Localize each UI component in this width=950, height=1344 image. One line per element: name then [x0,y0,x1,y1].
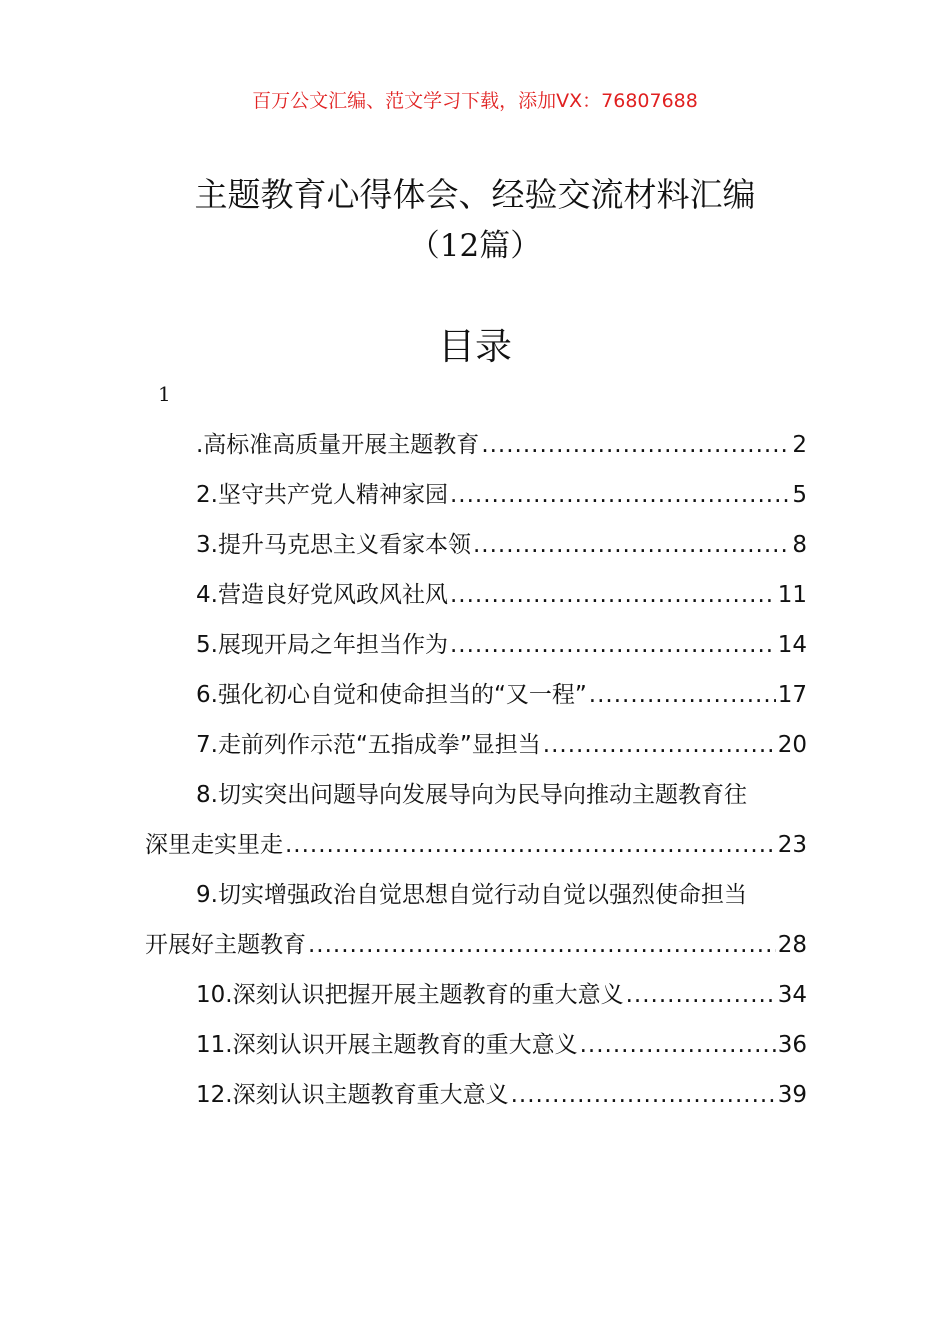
toc-leader-dots [626,970,776,1020]
toc-entry-text-continued: 深里走实里走 [145,832,283,858]
toc-entry-text: 4.营造良好党风政风社风 [196,582,448,608]
toc-entry-5[interactable] [145,620,807,670]
toc-leader-dots [580,1020,776,1070]
toc-entry-page: 17 [777,682,807,708]
toc-leader-dots [589,670,776,720]
toc-entry-2[interactable] [145,470,807,520]
toc-entry-line-2 [145,920,807,970]
toc-heading: 目录 [438,325,512,368]
toc-leader-dots [308,920,776,970]
toc-entry-6[interactable] [145,670,807,720]
toc-leader-dots [543,720,776,770]
table-of-contents [145,420,807,1120]
toc-entry-9[interactable] [145,870,807,970]
toc-entry-4[interactable] [145,570,807,620]
toc-leader-dots [285,820,776,870]
toc-entry-text: 5.展现开局之年担当作为 [196,632,448,658]
toc-entry-text: 3.提升马克思主义看家本领 [196,532,471,558]
toc-entry-page: 8 [792,532,807,558]
subtitle-unit: 篇 [479,228,511,264]
toc-entry-page: 23 [777,832,807,858]
subtitle-open-paren: （ [408,228,440,264]
subtitle-count: 12 [439,228,480,264]
toc-entry-page: 5 [792,482,807,508]
toc-entry-page: 36 [777,1032,807,1058]
toc-entry-text: 8.切实突出问题导向发展导向为民导向推动主题教育往 [196,782,747,808]
toc-entry-text: 2.坚守共产党人精神家园 [196,482,448,508]
header-watermark-note: 百万公文汇编、范文学习下载，添加VX：76807688 [252,90,698,112]
toc-leader-dots [450,570,776,620]
toc-entry-line-1 [145,870,807,920]
toc-entry-page: 28 [777,932,807,958]
toc-entry-line-1 [145,770,807,820]
toc-entry-7[interactable] [145,720,807,770]
toc-entry-line-2 [145,820,807,870]
toc-entry-text-continued: 开展好主题教育 [145,932,306,958]
toc-entry-page: 39 [777,1082,807,1108]
toc-entry-page: 20 [777,732,807,758]
toc-entry-11[interactable] [145,1020,807,1070]
toc-entry-text: 6.强化初心自觉和使命担当的“又一程” [196,682,587,708]
toc-entry-8[interactable] [145,770,807,870]
toc-entry-page: 14 [777,632,807,658]
stray-number-mark: 1 [158,382,171,406]
toc-entry-text: 7.走前列作示范“五指成拳”显担当 [196,732,541,758]
toc-entry-page: 11 [777,582,807,608]
toc-entry-text: 12.深刻认识主题教育重大意义 [196,1082,509,1108]
toc-entry-page: 34 [777,982,807,1008]
subtitle-close-paren: ） [510,228,542,264]
toc-entry-text: .高标准高质量开展主题教育 [196,432,480,458]
toc-leader-dots [450,470,790,520]
toc-entry-3[interactable] [145,520,807,570]
toc-entry-10[interactable] [145,970,807,1020]
document-subtitle [0,224,950,268]
toc-leader-dots [481,420,790,470]
toc-entry-12[interactable] [145,1070,807,1120]
document-title: 主题教育心得体会、经验交流材料汇编 [194,175,756,214]
toc-entry-page: 2 [792,432,807,458]
toc-entry-1[interactable] [145,420,807,470]
toc-entry-text: 11.深刻认识开展主题教育的重大意义 [196,1032,578,1058]
toc-entry-text: 9.切实增强政治自觉思想自觉行动自觉以强烈使命担当 [196,882,747,908]
toc-leader-dots [450,620,776,670]
toc-entry-text: 10.深刻认识把握开展主题教育的重大意义 [196,982,624,1008]
toc-leader-dots [511,1070,776,1120]
toc-leader-dots [473,520,790,570]
